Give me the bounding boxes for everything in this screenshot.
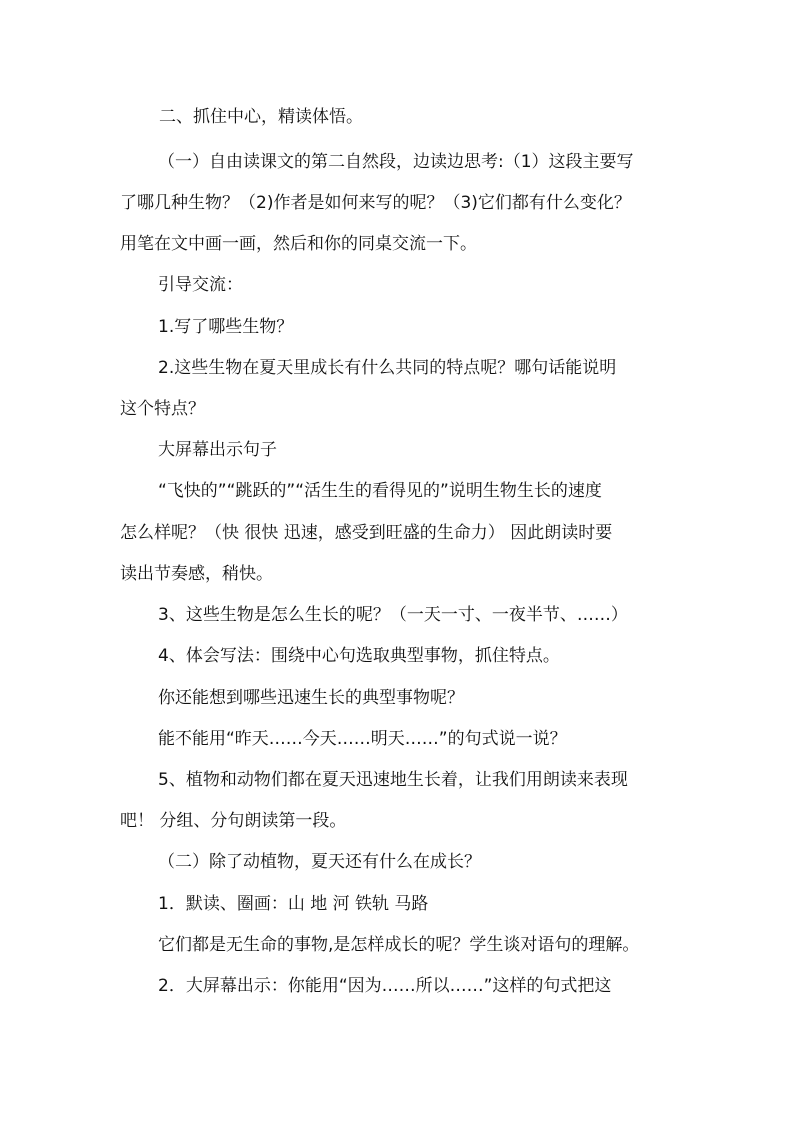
paragraph-line: （一）自由读课文的第二自然段，边读边思考:（1）这段主要写 [158,152,634,172]
paragraph-line: 用笔在文中画一画，然后和你的同桌交流一下。 [120,234,477,254]
paragraph-line: “飞快的”“跳跃的”“活生生的看得见的”说明生物生长的速度 [158,481,602,501]
list-item: 4、体会写法：围绕中心句选取典型事物，抓住特点。 [158,646,560,666]
section-heading: 二、抓住中心，精读体悟。 [159,107,363,127]
paragraph-line: 吧！ 分组、分句朗读第一段。 [120,811,347,831]
subsection-heading: （二）除了动植物，夏天还有什么在成长？ [158,852,481,872]
paragraph-line: 怎么样呢？（快 很快 迅速，感受到旺盛的生命力） 因此朗读时要 [120,523,613,543]
paragraph-line: 引导交流： [158,275,243,295]
list-item: 1．默读、圈画：山 地 河 铁轨 马路 [158,894,429,914]
paragraph-line: 这个特点？ [120,399,205,419]
list-item: 2．大屏幕出示：你能用“因为……所以……”这样的句式把这 [158,976,612,996]
list-item: 5、植物和动物们都在夏天迅速地生长着，让我们用朗读来表现 [158,770,628,790]
paragraph-line: 能不能用“昨天……今天……明天……”的句式说一说？ [158,729,567,749]
paragraph-line: 它们都是无生命的事物,是怎样成长的呢？学生谈对语句的理解。 [158,935,640,955]
paragraph-line: 了哪几种生物？（2)作者是如何来写的呢？（3)它们都有什么变化？ [120,193,631,213]
list-item: 3、这些生物是怎么生长的呢？（一天一寸、一夜半节、……） [158,605,628,625]
paragraph-line: 读出节奏感，稍快。 [120,564,273,584]
list-item: 2.这些生物在夏天里成长有什么共同的特点呢？哪句话能说明 [158,358,617,378]
paragraph-line: 你还能想到哪些迅速生长的典型事物呢？ [158,688,464,708]
list-item: 1.写了哪些生物？ [158,317,294,337]
paragraph-line: 大屏幕出示句子 [158,440,277,460]
